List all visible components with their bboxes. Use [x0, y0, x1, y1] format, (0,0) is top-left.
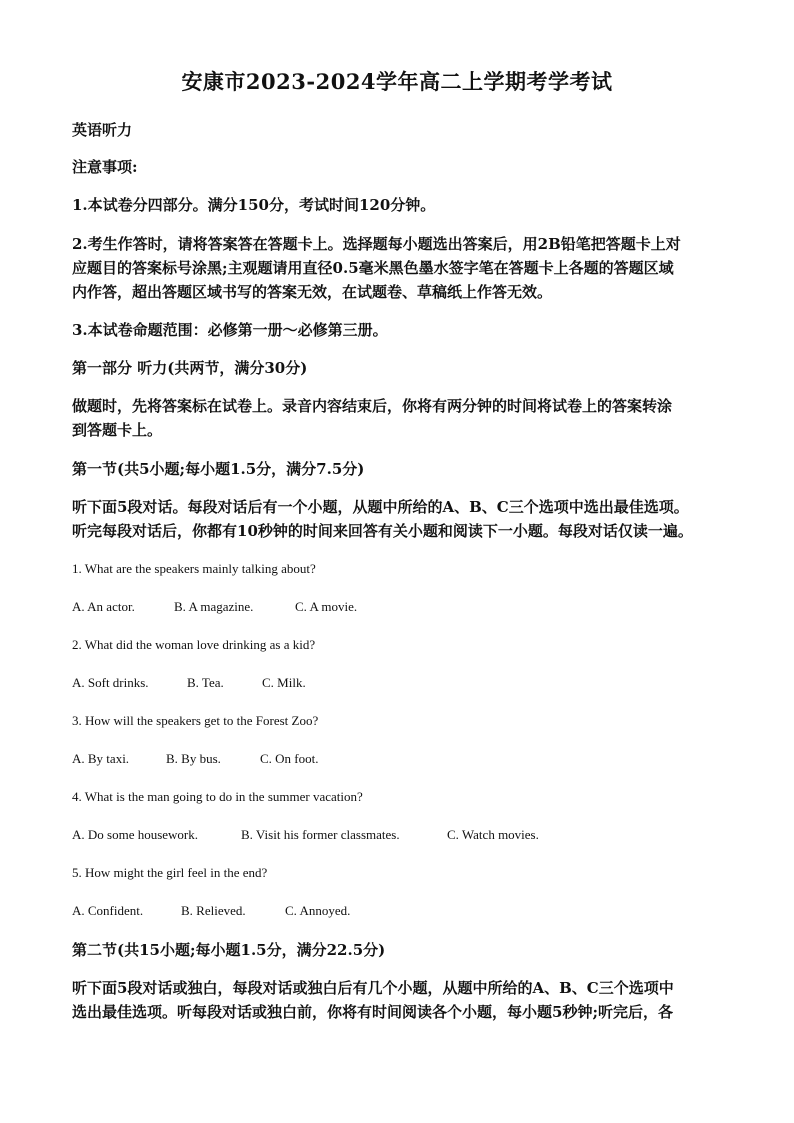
part1-heading: 第一部分 听力(共两节，满分30分) [72, 359, 308, 377]
option-c: C. Annoyed. [285, 903, 351, 918]
note-2-line: 2.考生作答时，请将答案答在答题卡上。选择题每小题选出答案后，用2B铅笔把答题卡上对 [72, 235, 681, 253]
note-2 [72, 232, 732, 304]
option-c: C. A movie. [295, 599, 358, 614]
note-2-line: 内作答，超出答题区域书写的答案无效，在试题卷、草稿纸上作答无效。 [72, 283, 553, 301]
question-3-options [72, 750, 732, 768]
part1-instruction-line: 做题时，先将答案标在试卷上。录音内容结束后，你将有两分钟的时间将试卷上的答案转涂 [72, 397, 673, 415]
section2-instruction-line: 听下面5段对话或独白，每段对话或独白后有几个小题，从题中所给的A、B、C三个选项中 [72, 979, 674, 997]
question-5: 5. How might the girl feel in the end? [72, 865, 268, 880]
section1-heading: 第一节(共5小题;每小题1.5分，满分7.5分) [72, 460, 365, 478]
option-c: C. Milk. [262, 675, 306, 690]
part1-instruction-line: 到答题卡上。 [72, 421, 163, 439]
question-1-options [72, 598, 732, 616]
question-4: 4. What is the man going to do in the summer vacation? [72, 789, 363, 804]
exam-title: 安康市2023-2024学年高二上学期考学考试 [181, 69, 613, 94]
notes-heading: 注意事项: [72, 158, 138, 176]
question-3: 3. How will the speakers get to the Forest Zoo? [72, 713, 319, 728]
section2-instruction [72, 976, 732, 1024]
question-2-options [72, 674, 732, 692]
part1-instruction [72, 394, 732, 442]
option-a: A. An actor. [72, 599, 135, 614]
option-c: C. Watch movies. [447, 827, 539, 842]
note-2-line: 应题目的答案标号涂黑;主观题请用直径0.5毫米黑色墨水签字笔在答题卡上各题的答题区域 [72, 259, 674, 277]
option-b: B. Tea. [187, 675, 224, 690]
subject-label: 英语听力 [72, 121, 133, 139]
option-a: A. Soft drinks. [72, 675, 149, 690]
option-a: A. By taxi. [72, 751, 130, 766]
option-a: A. Confident. [72, 903, 144, 918]
question-1: 1. What are the speakers mainly talking about? [72, 561, 316, 576]
option-a: A. Do some housework. [72, 827, 199, 842]
option-c: C. On foot. [260, 751, 319, 766]
option-b: B. A magazine. [174, 599, 254, 614]
section1-instruction [72, 495, 732, 543]
option-b: B. Relieved. [181, 903, 246, 918]
option-b: B. By bus. [166, 751, 221, 766]
question-5-options [72, 902, 732, 920]
section1-instruction-line: 听完每段对话后，你都有10秒钟的时间来回答有关小题和阅读下一小题。每段对话仅读一遍。 [72, 522, 693, 540]
note-3: 3.本试卷命题范围：必修第一册～必修第三册。 [72, 321, 388, 339]
section2-instruction-line: 选出最佳选项。听每段对话或独白前，你将有时间阅读各个小题，每小题5秒钟;听完后，各 [72, 1003, 673, 1021]
section2-heading: 第二节(共15小题;每小题1.5分，满分22.5分) [72, 941, 386, 959]
note-1: 1.本试卷分四部分。满分150分，考试时间120分钟。 [72, 196, 436, 214]
section1-instruction-line: 听下面5段对话。每段对话后有一个小题，从题中所给的A、B、C三个选项中选出最佳选项。 [72, 498, 689, 516]
question-4-options [72, 826, 732, 844]
option-b: B. Visit his former classmates. [241, 827, 400, 842]
question-2: 2. What did the woman love drinking as a kid? [72, 637, 316, 652]
